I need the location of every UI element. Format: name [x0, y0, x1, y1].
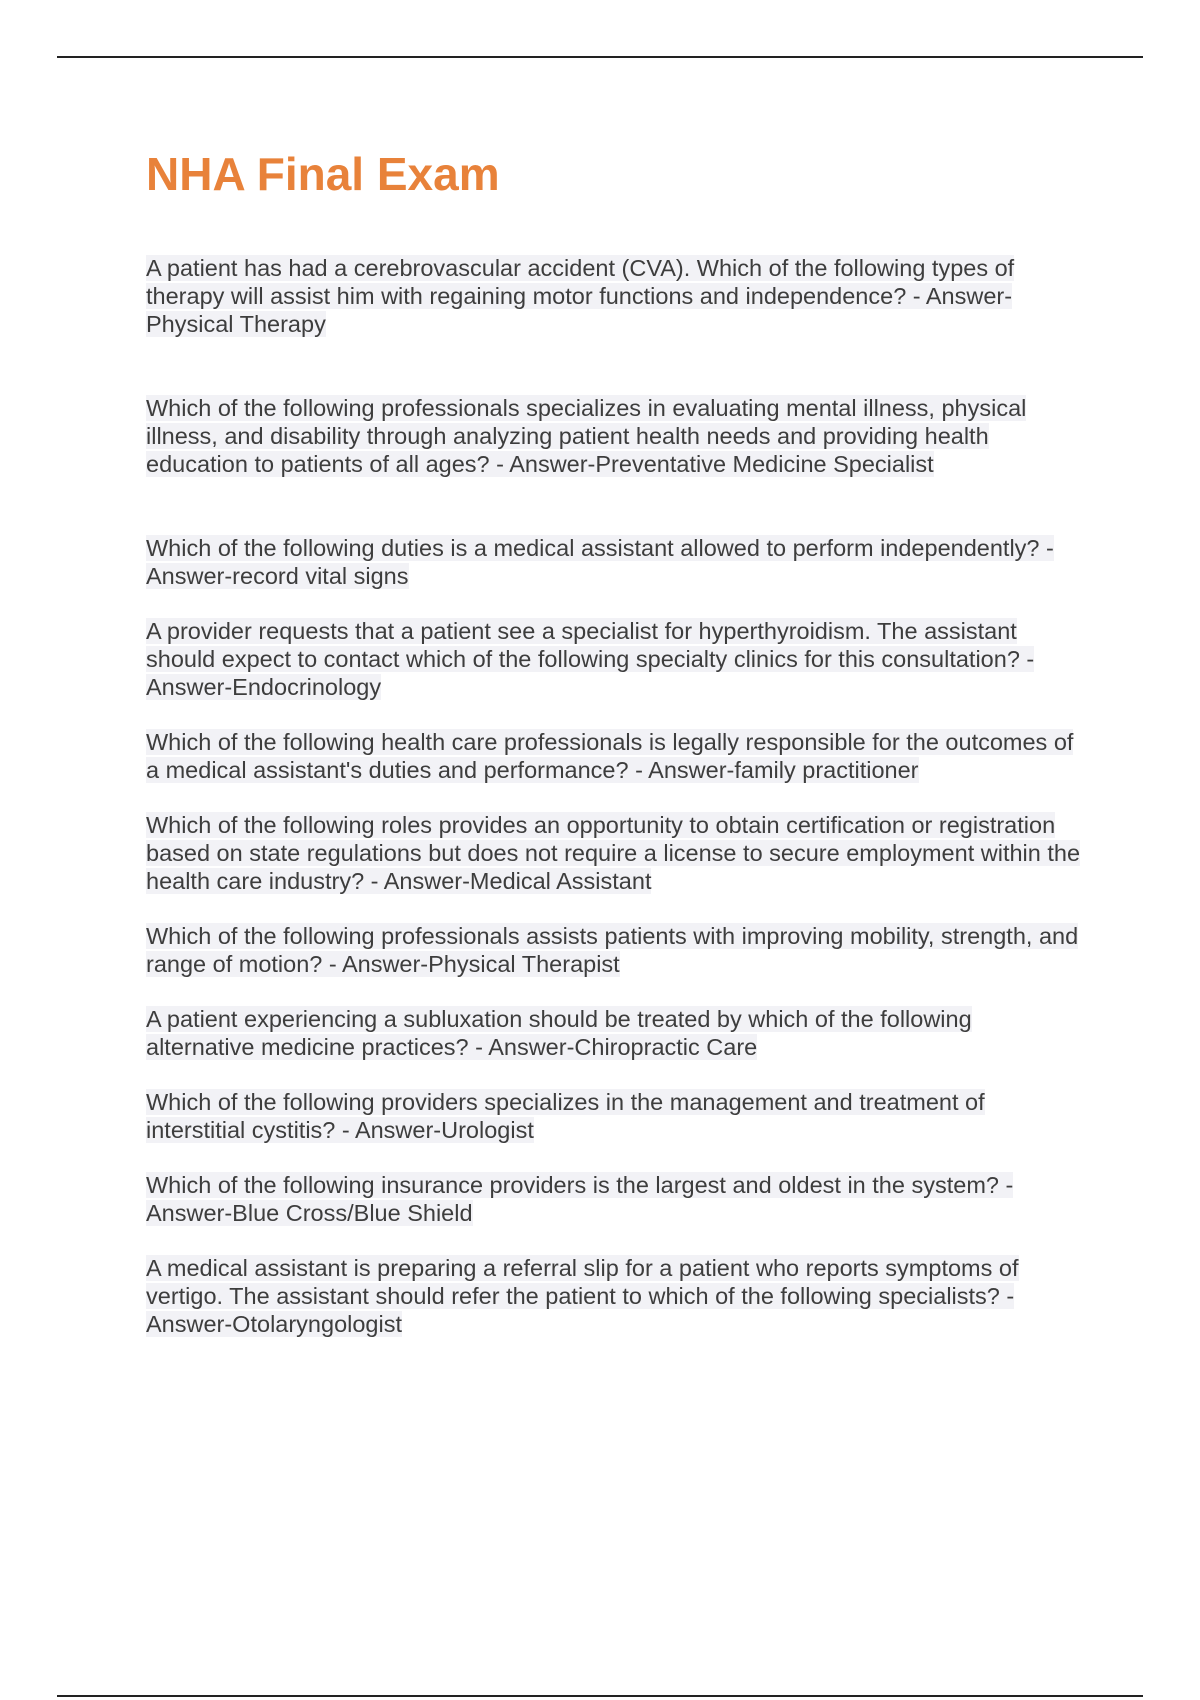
qa-item — [146, 254, 1086, 338]
qa-text: A patient experiencing a subluxation should be treated by which of the following alternative medicine practices? - Answer-Chiropractic Care — [146, 1006, 972, 1060]
top-rule — [57, 56, 1143, 58]
qa-text: A patient has had a cerebrovascular accident (CVA). Which of the following types of therapy will assist him with regaining motor functions and independence? - Answer-Physical Therapy — [146, 255, 1015, 337]
qa-text: Which of the following health care professionals is legally responsible for the outcomes of a medical assistant's duties and performance? - Answer-family practitioner — [146, 729, 1074, 783]
qa-text: Which of the following providers specializes in the management and treatment of interstitial cystitis? - Answer-Urologist — [146, 1089, 985, 1143]
qa-text: Which of the following professionals specializes in evaluating mental illness, physical illness, and disability through analyzing patient health needs and providing health education to patients of all ages? - Answer-Preventative Medicine Specialist — [146, 395, 1027, 477]
qa-text: A provider requests that a patient see a specialist for hyperthyroidism. The assistant should expect to contact which of the following specialty clinics for this consultation? - Answer-Endocrinology — [146, 618, 1035, 700]
qa-text: Which of the following duties is a medical assistant allowed to perform independently? - Answer-record vital signs — [146, 535, 1054, 589]
qa-item — [146, 1171, 1086, 1227]
qa-text: A medical assistant is preparing a referral slip for a patient who reports symptoms of vertigo. The assistant should refer the patient to which of the following specialists? - Answer-Otolaryngologist — [146, 1255, 1019, 1337]
qa-list — [146, 254, 1086, 1338]
qa-text: Which of the following insurance providers is the largest and oldest in the system? - Answer-Blue Cross/Blue Shield — [146, 1172, 1014, 1226]
qa-item — [146, 617, 1086, 701]
qa-item — [146, 728, 1086, 784]
qa-item — [146, 1088, 1086, 1144]
bottom-rule — [57, 1695, 1143, 1697]
qa-item — [146, 811, 1086, 895]
qa-item — [146, 1254, 1086, 1338]
page-title: NHA Final Exam — [146, 148, 500, 200]
qa-item — [146, 534, 1086, 590]
qa-text: Which of the following roles provides an opportunity to obtain certification or registration based on state regulations but does not require a license to secure employment within the health care industry? - Answer-Medical Assistant — [146, 812, 1081, 894]
qa-text: Which of the following professionals assists patients with improving mobility, strength, and range of motion? - Answer-Physical Therapist — [146, 923, 1079, 977]
qa-item — [146, 1005, 1086, 1061]
qa-item — [146, 394, 1086, 478]
qa-item — [146, 922, 1086, 978]
